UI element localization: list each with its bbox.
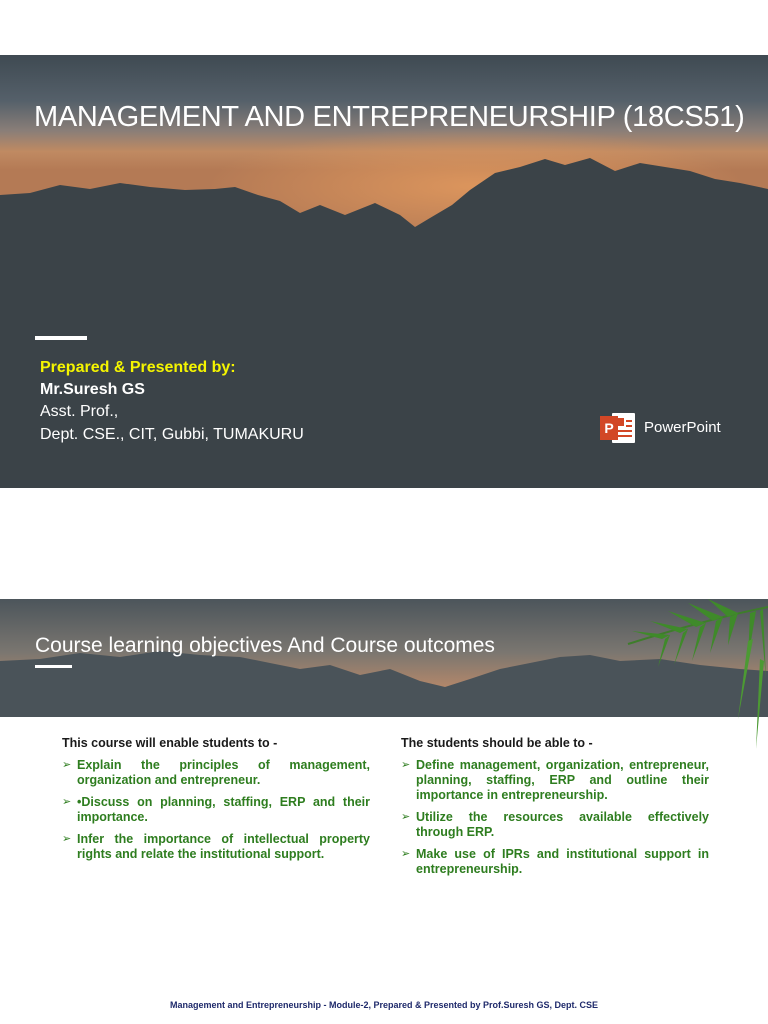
section-accent-bar: [35, 665, 72, 668]
list-item: ➢ Define management, organization, entrepreneur, planning, staffing, ERP and outline their importance in entrepreneurship.: [401, 758, 709, 802]
objectives-list: [62, 758, 370, 869]
list-item: ➢ Utilize the resources available effectively through ERP.: [401, 810, 709, 839]
list-item: ➢ •Discuss on planning, staffing, ERP and their importance.: [62, 795, 370, 824]
arrow-bullet-icon: ➢: [62, 796, 72, 808]
presenter-role: Asst. Prof.,: [40, 403, 119, 420]
arrow-bullet-icon: ➢: [401, 759, 411, 771]
section-title: Course learning objectives And Course outcomes: [35, 634, 495, 657]
objectives-heading: This course will enable students to -: [62, 736, 278, 750]
presented-by-label: Prepared & Presented by:: [40, 359, 236, 376]
title-slide: [0, 55, 768, 488]
arrow-bullet-icon: ➢: [62, 833, 72, 845]
slide-title: MANAGEMENT AND ENTREPRENEURSHIP (18CS51): [34, 101, 745, 133]
list-item: ➢ Explain the principles of management, organization and entrepreneur.: [62, 758, 370, 787]
powerpoint-logo-letter: P: [604, 420, 614, 436]
powerpoint-logo-icon: [600, 412, 636, 444]
page-footer: Management and Entrepreneurship - Module-2, Prepared & Presented by Prof.Suresh GS, Dept. CSE: [169, 1000, 599, 1010]
title-accent-bar: [35, 336, 87, 340]
list-item: ➢ Infer the importance of intellectual property rights and relate the institutional support.: [62, 832, 370, 861]
arrow-bullet-icon: ➢: [401, 811, 411, 823]
arrow-bullet-icon: ➢: [401, 848, 411, 860]
palm-leaf-decoration: [588, 599, 768, 769]
powerpoint-label: PowerPoint: [644, 419, 721, 436]
outcomes-list: [401, 758, 709, 884]
presenter-department: Dept. CSE., CIT, Gubbi, TUMAKURU: [40, 426, 304, 443]
arrow-bullet-icon: ➢: [62, 759, 72, 771]
list-item: ➢ Make use of IPRs and institutional support in entrepreneurship.: [401, 847, 709, 876]
outcomes-heading: The students should be able to -: [401, 736, 593, 750]
presenter-name: Mr.Suresh GS: [40, 381, 145, 398]
